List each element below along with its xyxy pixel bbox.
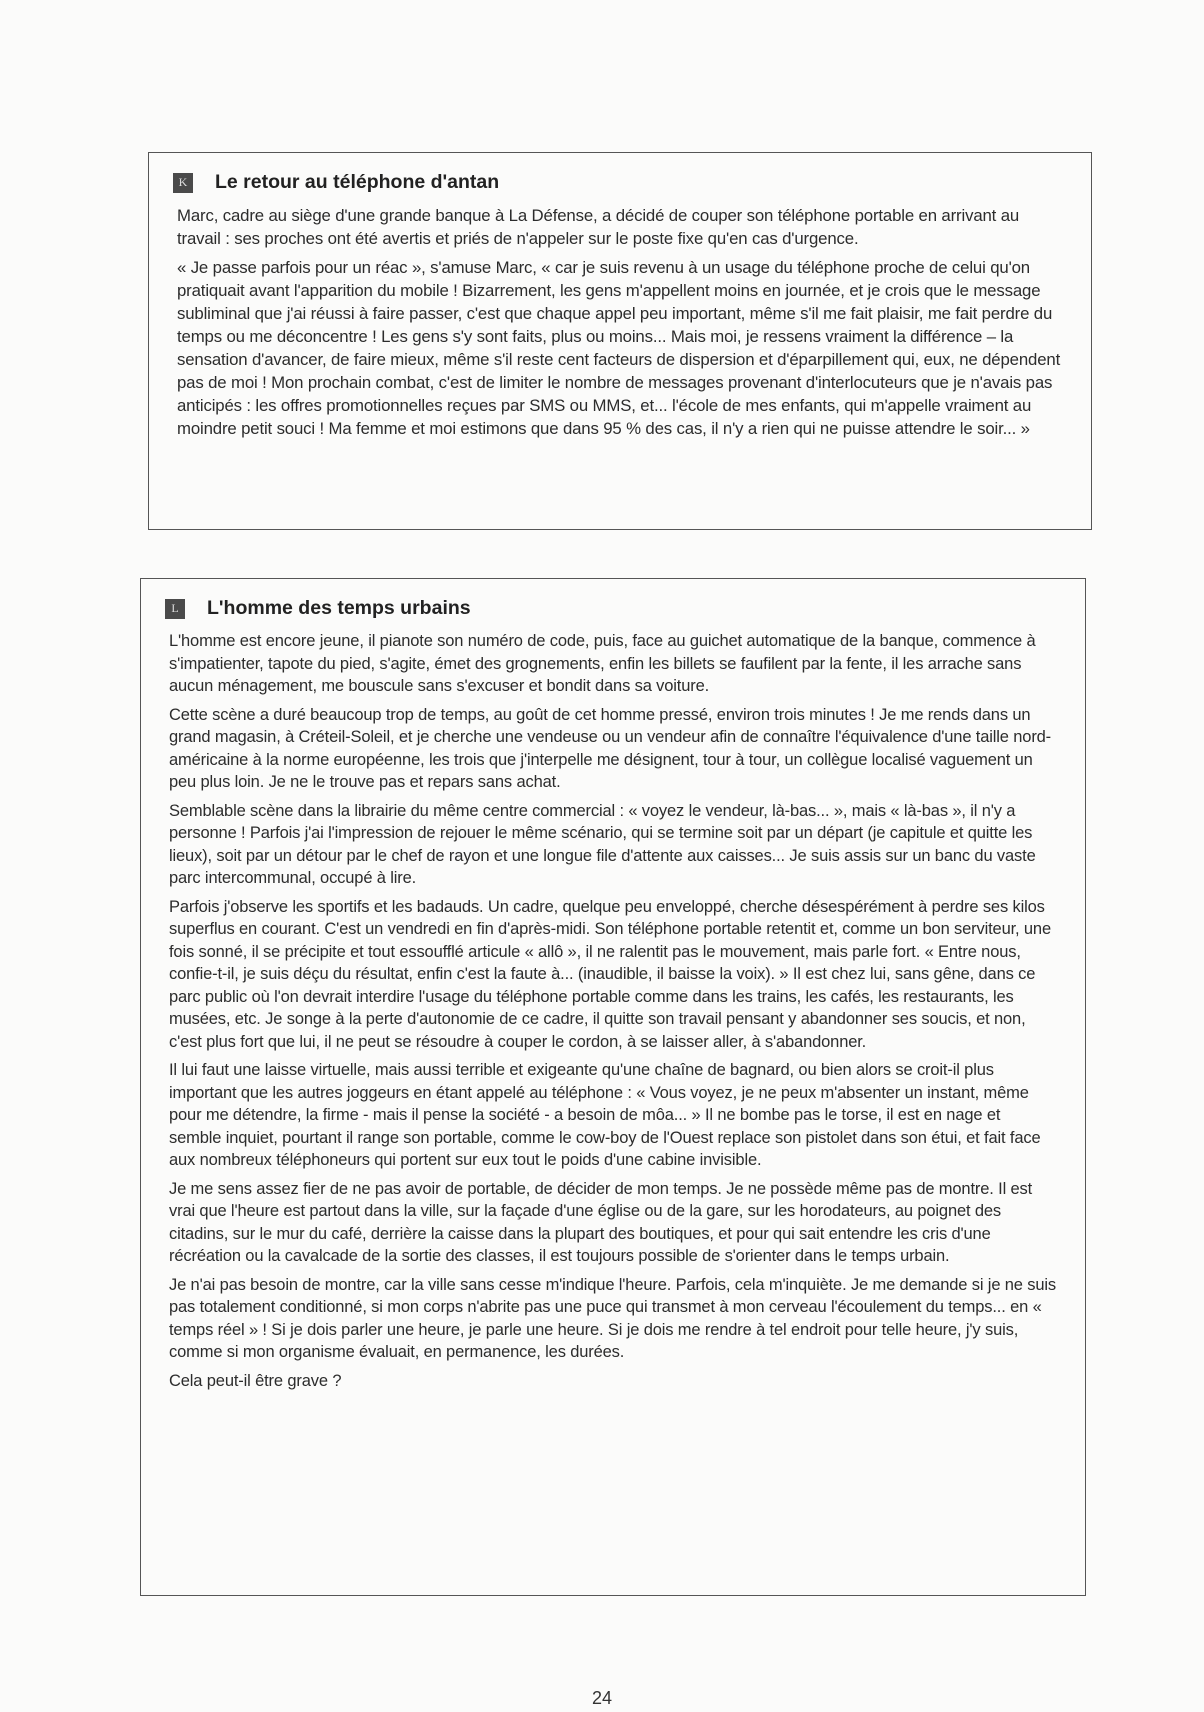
paragraph: L'homme est encore jeune, il pianote son numéro de code, puis, face au guichet automatique de la banque, commence à s'impatienter, tapote du pied, s'agite, émet des grognements, enfin les billets se faufilent par la fente, il les arrache sans aucun ménagement, me bouscule sans s'excuser et bondit dans sa voiture. xyxy=(169,632,1036,695)
paragraph: Semblable scène dans la librairie du même centre commercial : « voyez le vendeur, là-bas... », mais « là-bas », il n'y a personne ! Parfois j'ai l'impression de rejouer le même scénario, qui se termine soit par un départ (je capitule et quitte les lieux), soit par un détour par le chef de rayon et une longue file d'attente aux caisses... Je suis assis sur un banc du vaste parc intercommunal, occupé à lire. xyxy=(169,801,1036,887)
paragraph: Il lui faut une laisse virtuelle, mais aussi terrible et exigeante qu'une chaîne de bagnard, ou bien alors se croit-il plus important que les autres joggeurs en étant appelé au téléphone : « Vous voyez, je ne peux m'absenter un instant, même pour me détendre, la firme - mais il pense la société - a besoin de môa... » Il ne bombe pas le torse, il est en nage et semble inquiet, pourtant il range son portable, comme le cow-boy de l'Ouest replace son pistolet dans son étui, et fait face aux nombreux téléphoneurs qui portent sur eux tout le poids d'une cabine invisible. xyxy=(169,1061,1041,1169)
paragraph: Je n'ai pas besoin de montre, car la ville sans cesse m'indique l'heure. Parfois, cela m'inquiète. Je me demande si je ne suis pas totalement conditionné, si mon corps n'abrite pas une puce qui transmet à mon cerveau l'écoulement du temps... en « temps réel » ! Si je dois parler une heure, je parle une heure. Si je dois me rendre à tel endroit pour telle heure, j'y suis, comme si mon organisme évaluait, en permanence, les durées. xyxy=(169,1275,1057,1361)
paragraph: Parfois j'observe les sportifs et les badauds. Un cadre, quelque peu enveloppé, cherche désespérément à perdre ses kilos superflus en courant. C'est un vendredi en fin d'après-midi. Son téléphone portable retentit et, comme un bon serviteur, une fois sonné, il se précipite et tout essoufflé articule « allô », il ne ralentit pas le mouvement, mais parle fort. « Entre nous, confie-t-il, je suis déçu du résultat, enfin c'est la faute à... (inaudible, il baisse la voix). » Il est chez lui, sans gêne, dans ce parc public où l'on devrait interdire l'usage du téléphone portable comme dans les trains, les cafés, les restaurants, les musées, etc. Je songe à la perte d'autonomie de ce cadre, il quitte son travail pensant y abandonner ses soucis, et non, c'est plus fort que lui, il ne peut se résoudre à couper le cordon, à se laisser aller, à s'abandonner. xyxy=(169,897,1051,1051)
paragraph: Marc, cadre au siège d'une grande banque à La Défense, a décidé de couper son téléphone portable en arrivant au travail : ses proches ont été avertis et priés de n'appeler sur le poste fixe qu'en cas d'urgence. xyxy=(177,206,1020,248)
section-l-title: L'homme des temps urbains xyxy=(207,597,471,619)
section-k-heading xyxy=(173,171,1063,194)
paragraph: « Je passe parfois pour un réac », s'amuse Marc, « car je suis revenu à un usage du téléphone proche de celui qu'on pratiquait avant l'apparition du mobile ! Bizarrement, les gens m'appellent moins en journée, et je crois que le message subliminal que j'ai réussi à faire passer, c'est que chaque appel peu important, même s'il me fait plaisir, me fait perdre du temps ou me déconcentre ! Les gens s'y sont faits, plus ou moins... Mais moi, je ressens vraiment la différence – la sensation d'avancer, de faire mieux, même s'il reste cent facteurs de dispersion et d'éparpillement qui, eux, ne dépendent pas de moi ! Mon prochain combat, c'est de limiter le nombre de messages provenant d'interlocuteurs que je n'avais pas anticipés : les offres promotionnelles reçues par SMS ou MMS, et... l'école de mes enfants, qui m'appelle vraiment au moindre petit souci ! Ma femme et moi estimons que dans 95 % des cas, il n'y a rien qui ne puisse attendre le soir... » xyxy=(177,258,1061,438)
section-l-badge: L xyxy=(165,599,185,619)
page-number: 24 xyxy=(591,1688,613,1708)
paragraph: Cette scène a duré beaucoup trop de temps, au goût de cet homme pressé, environ trois minutes ! Je me rends dans un grand magasin, à Créteil-Soleil, et je cherche une vendeuse ou un vendeur afin de connaître l'équivalence d'une taille nord-américaine à la norme européenne, les trois que j'interpelle me désignent, tour à tour, un collègue localisé vaguement un peu plus loin. Je ne le trouve pas et repars sans achat. xyxy=(169,705,1052,791)
section-l xyxy=(140,578,1086,1596)
section-k-title: Le retour au téléphone d'antan xyxy=(215,171,500,193)
paragraph: Je me sens assez fier de ne pas avoir de portable, de décider de mon temps. Je ne possède même pas de montre. Il est vrai que l'heure est partout dans la ville, sur la façade d'une église ou de la gare, sur les horodateurs, au poignet des citadins, sur le mur du café, derrière la caisse dans la plupart des boutiques, et pour qui sait entendre les cris d'une récréation ou la cavalcade de la sortie des classes, il est toujours possible de s'orienter dans le temps urbain. xyxy=(169,1179,1033,1265)
section-k xyxy=(148,152,1092,530)
paragraph: Cela peut-il être grave ? xyxy=(169,1371,342,1390)
section-l-heading xyxy=(165,597,1057,620)
section-k-badge: K xyxy=(173,173,193,193)
